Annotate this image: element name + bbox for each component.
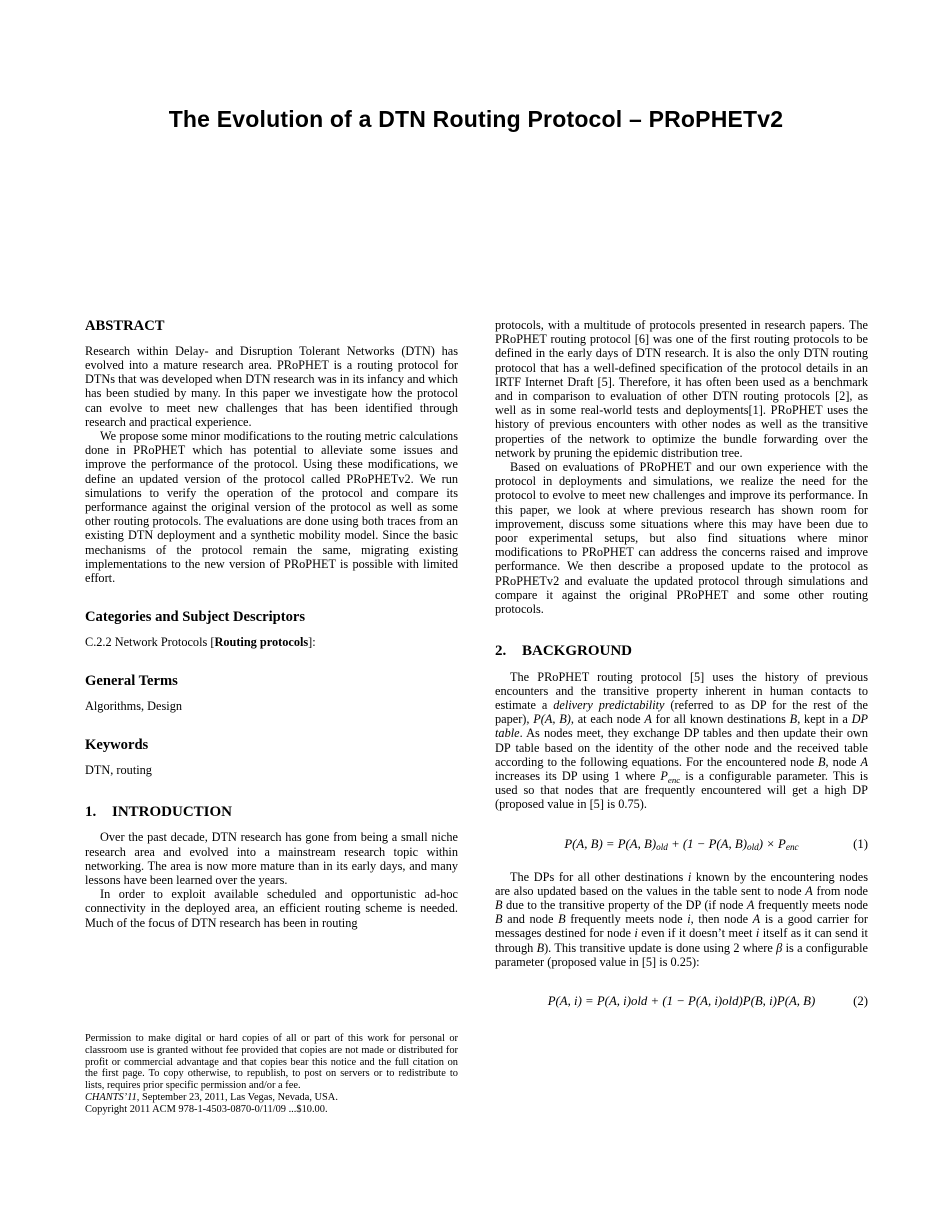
general-terms-section — [85, 673, 458, 713]
copyright-line: Copyright 2011 ACM 978-1-4503-0870-0/11/09 ...$10.00. — [85, 1103, 328, 1115]
introduction-paragraph-1: Over the past decade, DTN research has gone from being a small niche research area and evolved into a mainstream research topic within networking. The area is now more mature than in its early days, and many lessons have been learned over the years. — [85, 830, 458, 888]
abstract-heading: ABSTRACT — [85, 318, 165, 334]
copyright-notice-block — [85, 1033, 458, 1115]
right-column-paragraph-2: Based on evaluations of PRoPHET and our own experience with the protocol in deployments and simulations, we realize the need for the protocol to evolve to meet new challenges and improve its performance. In this paper, we look at where previous research has shown room for improvement, discuss some situations where this may have been due to poor experimental setups, but also find situations where minor modifications to PRoPHET can address the concerns raised and improve performance. We then describe a proposed update to the protocol as PRoPHETv2 and evaluate the updated protocol through simulations and compare it against the original PRoPHET and some other routing protocols. — [495, 460, 868, 617]
introduction-section-title: INTRODUCTION — [112, 804, 233, 821]
equation-1-formula: P(A, B) = P(A, $B)_{old} + (1 - P(A$, $B)_{old}) \times P_{enc}$ — [564, 836, 799, 853]
abstract-paragraph-1: Research within Delay- and Disruption Tolerant Networks (DTN) has evolved into a mature research area. PRoPHET is a routing protocol for DTNs that was developed when DTN research was in its infancy and which has been studied by many. In this paper we investigate how the protocol can evolve to meet new challenges that has been identified through research and practical experience. — [85, 343, 458, 429]
left-column — [85, 318, 458, 930]
introduction-heading — [85, 804, 458, 821]
introduction-paragraph-2: In order to exploit available scheduled and opportunistic ad-hoc connectivity in the deployed area, an efficient routing scheme is needed. Much of the focus of DTN research has been in routing — [85, 887, 458, 930]
keywords-text: DTN, routing — [85, 762, 152, 777]
equation-2 — [495, 993, 868, 1009]
keywords-section — [85, 737, 458, 777]
right-column — [495, 318, 868, 1027]
background-heading — [495, 643, 868, 660]
equation-1-number: (1) — [853, 836, 868, 851]
abstract-section — [85, 318, 458, 585]
background-paragraph-1: The PRoPHET routing protocol [5] uses the history of previous encounters and the transitive property inherent in human contacts to estimate a delivery predictability (referred to as DP for the rest of the paper), P(A, B), at each node A for all known destinations B, kept in a DP table. As nodes meet, they exchange DP tables and then update their own DP table based on the identity of the other node and the received table according to the following equations. For the encountered node B, node A increases its DP using 1 where $P_{enc}$ is a configurable parameter. This is used so that nodes that are frequently encountered will get a high DP (proposed value in [5] is 0.75). — [495, 669, 868, 812]
introduction-section-number: 1. — [85, 804, 97, 821]
conference-line: CHANTS’11, September 23, 2011, Las Vegas, Nevada, USA. — [85, 1091, 338, 1103]
categories-text: C.2.2 Network Protocols [Routing protocols]: — [85, 635, 316, 650]
keywords-heading: Keywords — [85, 737, 149, 754]
introduction-section — [85, 804, 458, 930]
categories-heading: Categories and Subject Descriptors — [85, 609, 306, 626]
equation-1 — [495, 836, 868, 852]
right-column-paragraph-1: protocols, with a multitude of protocols presented in research papers. The PRoPHET routing protocol [6] was one of the first routing protocols to be defined in the early days of DTN research. It is also the only DTN routing protocol that has a well-defined specification of the protocol details in an IRTF Internet Draft [5]. Therefore, it has often been used as a benchmark and in comparison to evaluation of other DTN routing protocols [2], as well as in some real-world tests and deployments[1]. PRoPHET uses the history of previous encounters with other nodes as well as the transitive properties of the network to optimize the bundle forwarding over the network by pruning the epidemic distribution tree. — [495, 318, 868, 460]
categories-section — [85, 609, 458, 649]
equation-2-number: (2) — [853, 993, 868, 1008]
background-section-number: 2. — [495, 643, 507, 660]
background-paragraph-2: The DPs for all other destinations i known by the encountering nodes are also updated based on the values in the table sent to node A from node B due to the transitive property of the DP (if node A frequently meets node B and node B frequently meets node i, then node A is a good carrier for messages destined for node i even if it doesn’t meet i itself as it can send it through B). This transitive update is done using 2 where β is a configurable parameter (proposed value in [5] is 0.25): — [495, 869, 869, 969]
background-section-title: BACKGROUND — [522, 643, 633, 660]
general-terms-heading: General Terms — [85, 673, 178, 690]
paper-title: The Evolution of a DTN Routing Protocol – PRoPHETv2 — [168, 106, 784, 132]
general-terms-text: Algorithms, Design — [85, 699, 183, 713]
two-column-layout — [85, 318, 868, 1027]
abstract-paragraph-2: We propose some minor modifications to the routing metric calculations done in PRoPHET which has potential to alleviate some issues and improve the performance of the protocol. Using these modifications, we define an updated version of the protocol called PRoPHETv2. We run simulations to verify the operation of the protocol and compare its performance against the original version of the protocol as well as some other routing protocols. The evaluations are done using both traces from an existing DTN deployment and a synthetic mobility model. Since the basic mechanisms of the protocol remain the same, migrating existing implementations to the new version of PRoPHET is possible with limited effort. — [85, 429, 458, 586]
permission-text: Permission to make digital or hard copies of all or part of this work for personal or classroom use is granted without fee provided that copies are not made or distributed for profit or commercial advantage and that copies bear this notice and the full citation on the first page. To copy otherwise, to republish, to post on servers or to redistribute to lists, requires prior specific permission and/or a fee. — [85, 1033, 458, 1091]
background-section — [495, 643, 868, 1009]
equation-2-formula: P(A, i) = P(A, i)old + (1 − P(A, i)old)P(B, i)P(A, B) — [547, 993, 816, 1008]
